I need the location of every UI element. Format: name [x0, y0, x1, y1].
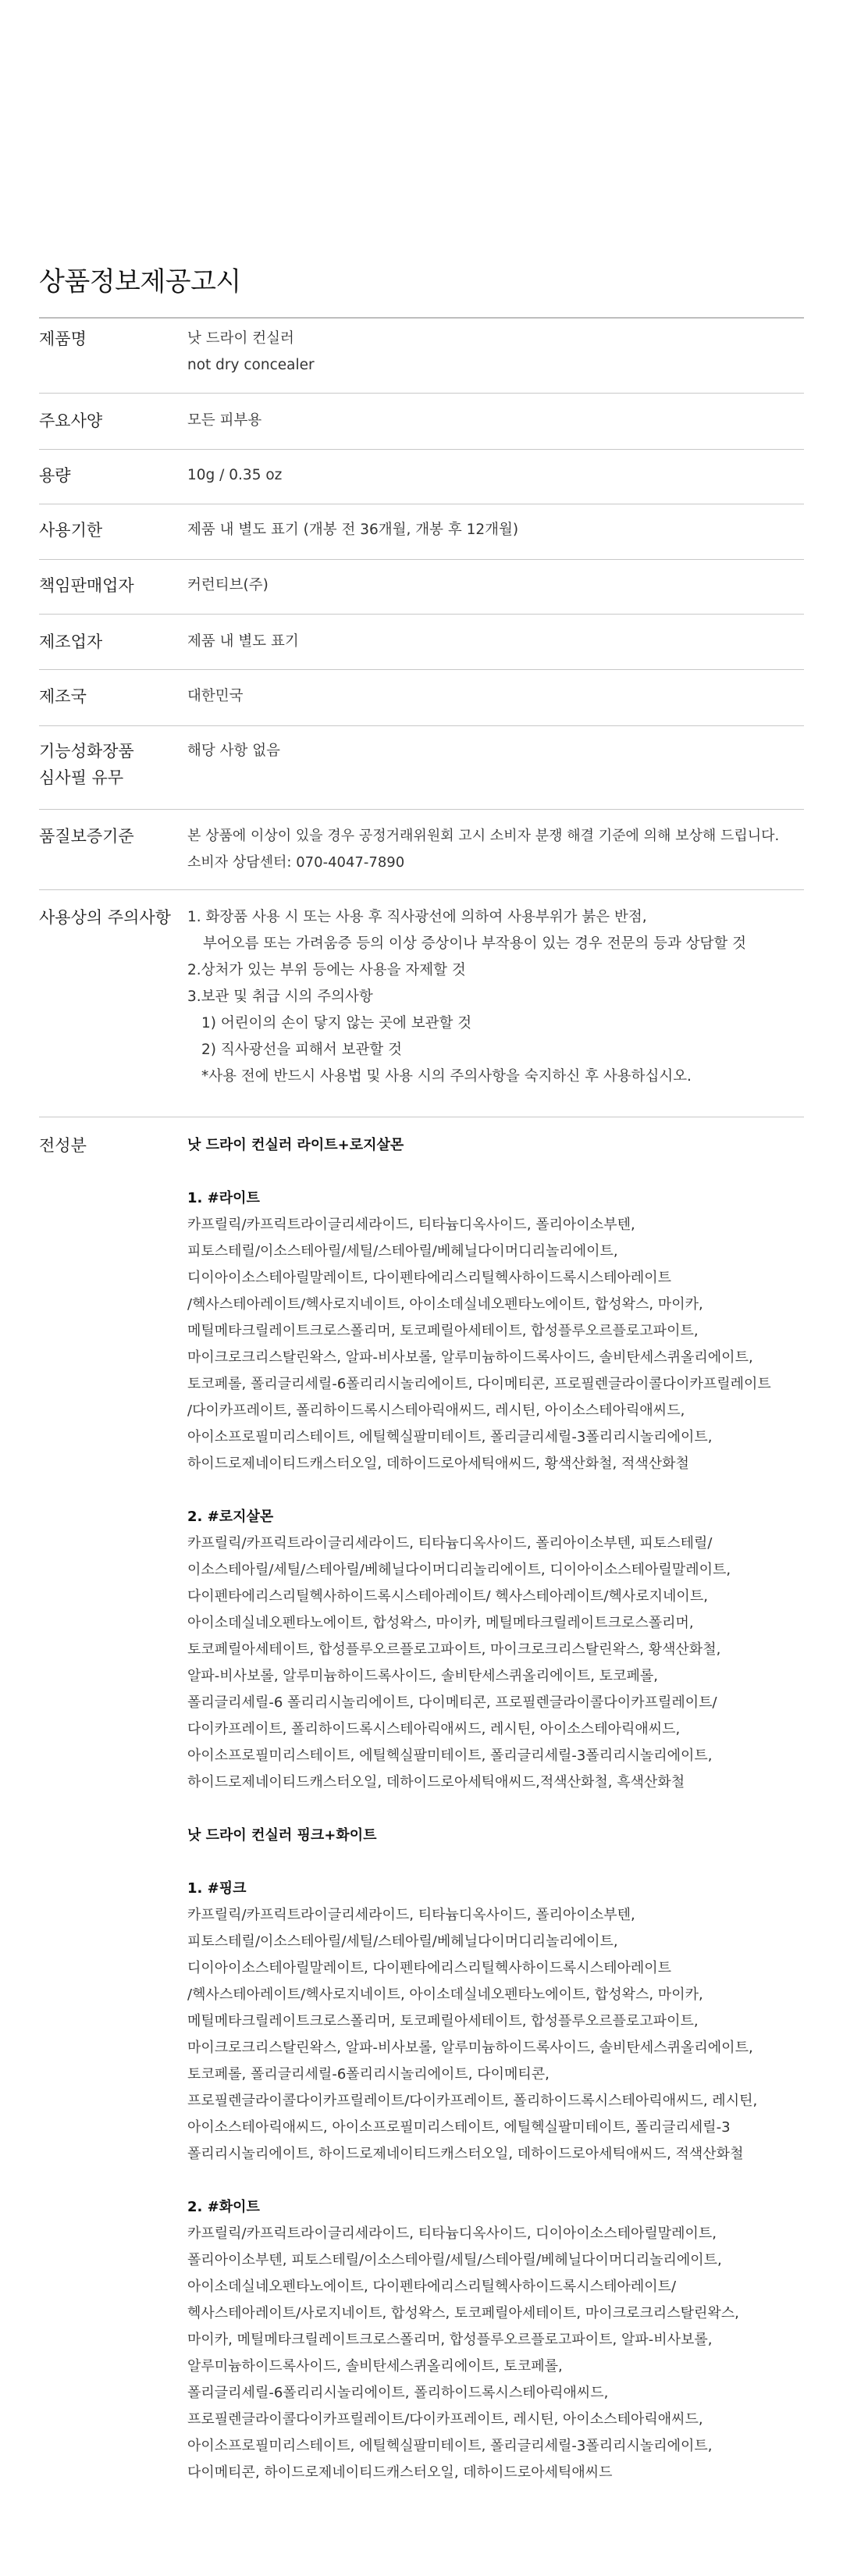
ingredient-line: 디이아이소스테아릴말레이트, 다이펜타에리스리틸헥사하이드록시스테아레이트 [187, 1270, 672, 1286]
row-divider [39, 614, 804, 615]
row-value: 대한민국 [187, 688, 244, 704]
row-divider [39, 393, 804, 394]
ingredient-list-salmon [187, 1530, 812, 1796]
ingredient-line: 폴리글리세릴-6 폴리리시놀리에이트, 다이메티콘, 프로필렌글라이콜다이카프릴레이트/ [187, 1694, 717, 1711]
ingredient-line: 카프릴릭/카프릭트라이글리세라이드, 티타늄디옥사이드, 폴리아이소부텐, [187, 1217, 635, 1233]
value-line: 본 상품에 이상이 있을 경우 공정거래위원회 고시 소비자 분쟁 해결 기준에 의해 보상해 드립니다. [187, 828, 780, 844]
ingredient-line: 프로필렌글라이콜다이카프릴레이트/다이카프레이트, 폴리하이드록시스테아릭애씨드, 레시틴, [187, 2093, 758, 2109]
value-line: 부어오름 또는 가려움증 등의 이상 증상이나 부작용이 있는 경우 전문의 등과 상담할 것 [203, 935, 747, 952]
ingredient-line: /헥사스테아레이트/헥사로지네이트, 아이소데실네오펜타노에이트, 합성왁스, 마이카, [187, 1296, 703, 1313]
ingredient-line: 메틸메타크릴레이트크로스폴리머, 토코페릴아세테이트, 합성플루오르플로고파이트, [187, 2013, 699, 2029]
group-title: 낫 드라이 컨실러 핑크+화이트 [187, 1827, 377, 1844]
row-label: 전성분 [39, 1136, 87, 1155]
value-line: 1) 어린이의 손이 닿지 않는 곳에 보관할 것 [201, 1015, 472, 1031]
group-title: 낫 드라이 컨실러 라이트+로지살몬 [187, 1137, 404, 1153]
row-label: 용량 [39, 466, 71, 485]
row-label: 제품명 [39, 330, 87, 348]
row-label: 제조업자 [39, 632, 103, 651]
label-line: 기능성화장품 [39, 742, 134, 761]
row-label: 주요사양 [39, 412, 103, 430]
title-divider [39, 317, 804, 319]
row-value [187, 1132, 812, 2486]
ingredient-line: 마이크로크리스탈린왁스, 알파-비사보롤, 알루미늄하이드록사이드, 솔비탄세스퀴올리에이트, [187, 1349, 753, 1366]
ingredient-line: 헥사스테아레이트/사로지네이트, 합성왁스, 토코페릴아세테이트, 마이크로크리스탈린왁스, [187, 2305, 739, 2321]
ingredient-line: 폴리아이소부텐, 피토스테릴/이소스테아릴/세틸/스테아릴/베헤닐다이머디리놀리에이트, [187, 2252, 722, 2268]
ingredient-line: 다이카프레이트, 폴리하이드록시스테아릭애씨드, 레시틴, 아이소스테아릭애씨드, [187, 1721, 681, 1737]
value-line: 1. 화장품 사용 시 또는 사용 후 직사광선에 의하여 사용부위가 붉은 반점, [187, 909, 647, 925]
ingredient-line: 토코페롤, 폴리글리세릴-6폴리리시놀리에이트, 다이메티콘, 프로필렌글라이콜다이카프릴레이트 [187, 1376, 771, 1392]
value-line: 2.상처가 있는 부위 등에는 사용을 자제할 것 [187, 962, 466, 978]
row-label [39, 738, 134, 791]
shade-title: 2. #화이트 [187, 2199, 260, 2215]
ingredient-line: 아이소프로필미리스테이트, 에틸헥실팔미테이트, 폴리글리세릴-3폴리리시놀리에이트, [187, 1429, 713, 1445]
ingredient-line: 메틸메타크릴레이트크로스폴리머, 토코페릴아세테이트, 합성플루오르플로고파이트, [187, 1323, 699, 1339]
row-value: 10g / 0.35 oz [187, 467, 283, 483]
row-label: 책임판매업자 [39, 576, 134, 595]
ingredient-line: 카프릴릭/카프릭트라이글리세라이드, 티타늄디옥사이드, 폴리아이소부텐, [187, 1907, 635, 1923]
ingredient-line: /다이카프레이트, 폴리하이드록시스테아릭애씨드, 레시틴, 아이소스테아릭애씨드, [187, 1402, 685, 1419]
ingredient-line: 폴리글리세릴-6폴리리시놀리에이트, 폴리하이드록시스테아릭애씨드, [187, 2385, 609, 2401]
ingredient-line: 다이펜타에리스리틸헥사하이드록시스테아레이트/ 헥사스테아레이트/헥사로지네이트, [187, 1588, 708, 1605]
row-value [187, 823, 812, 876]
ingredient-line: 토코페롤, 폴리글리세릴-6폴리리시놀리에이트, 다이메티콘, [187, 2066, 550, 2083]
page-title: 상품정보제공고시 [39, 266, 241, 298]
shade-title: 1. #핑크 [187, 1880, 247, 1897]
ingredient-line: 토코페릴아세테이트, 합성플루오르플로고파이트, 마이크로크리스탈린왁스, 황색산화철, [187, 1641, 721, 1658]
row-label: 품질보증기준 [39, 827, 134, 846]
value-line: not dry concealer [187, 357, 315, 373]
ingredient-line: 하이드로제네이티드캐스터오일, 데하이드로아세틱애씨드,적색산화철, 흑색산화철 [187, 1774, 685, 1790]
ingredient-line: 알파-비사보롤, 알루미늄하이드록사이드, 솔비탄세스퀴올리에이트, 토코페롤, [187, 1668, 658, 1684]
ingredient-line: 프로필렌글라이콜다이카프릴레이트/다이카프레이트, 레시틴, 아이소스테아릭애씨드, [187, 2411, 703, 2428]
ingredient-line: /헥사스테아레이트/헥사로지네이트, 아이소데실네오펜타노에이트, 합성왁스, 마이카, [187, 1986, 703, 2003]
ingredient-line: 카프릴릭/카프릭트라이글리세라이드, 티타늄디옥사이드, 디이아이소스테아릴말레이트, [187, 2225, 717, 2242]
ingredient-list-pink [187, 1902, 812, 2168]
shade-title: 2. #로지살몬 [187, 1509, 274, 1525]
ingredient-line: 아이소데실네오펜타노에이트, 다이펜타에리스리틸헥사하이드록시스테아레이트/ [187, 2278, 677, 2295]
ingredient-list-light [187, 1212, 812, 1477]
row-label: 사용기한 [39, 521, 103, 540]
ingredient-line: 마이카, 메틸메타크릴레이트크로스폴리머, 합성플루오르플로고파이트, 알파-비사보롤, [187, 2332, 713, 2348]
row-divider [39, 559, 804, 560]
row-value: 해당 사항 없음 [187, 743, 280, 759]
ingredient-list-white [187, 2221, 812, 2486]
value-line: 소비자 상담센터: 070-4047-7890 [187, 854, 405, 871]
ingredient-line: 이소스테아릴/세틸/스테아릴/베헤닐다이머디리놀리에이트, 디이아이소스테아릴말레이트, [187, 1562, 731, 1578]
ingredient-line: 다이메티콘, 하이드로제네이티드캐스터오일, 데하이드로아세틱애씨드 [187, 2464, 613, 2481]
row-value: 커런티브(주) [187, 577, 269, 593]
ingredient-line: 피토스테릴/이소스테아릴/세틸/스테아릴/베헤닐다이머디리놀리에이트, [187, 1243, 618, 1259]
label-line: 심사필 유무 [39, 768, 124, 787]
shade-title: 1. #라이트 [187, 1190, 260, 1206]
row-value: 제품 내 별도 표기 [187, 633, 299, 650]
row-label: 제조국 [39, 687, 87, 706]
value-line: 2) 직사광선을 피해서 보관할 것 [201, 1042, 402, 1058]
ingredient-line: 폴리리시놀리에이트, 하이드로제네이티드캐스터오일, 데하이드로아세틱애씨드, 적색산화철 [187, 2146, 744, 2162]
ingredient-line: 아이소프로필미리스테이트, 에틸헥실팔미테이트, 폴리글리세릴-3폴리리시놀리에이트, [187, 1748, 713, 1764]
ingredient-line: 마이크로크리스탈린왁스, 알파-비사보롤, 알루미늄하이드록사이드, 솔비탄세스퀴올리에이트, [187, 2040, 753, 2056]
ingredient-line: 하이드로제네이티드캐스터오일, 데하이드로아세틱애씨드, 황색산화철, 적색산화철 [187, 1455, 689, 1472]
ingredient-line: 아이소프로필미리스테이트, 에틸헥실팔미테이트, 폴리글리세릴-3폴리리시놀리에이트, [187, 2438, 713, 2454]
row-divider [39, 725, 804, 726]
value-line: 낫 드라이 컨실러 [187, 330, 294, 347]
row-label: 사용상의 주의사항 [39, 908, 171, 927]
ingredient-line: 디이아이소스테아릴말레이트, 다이펜타에리스리틸헥사하이드록시스테아레이트 [187, 1960, 672, 1976]
ingredient-line: 카프릴릭/카프릭트라이글리세라이드, 티타늄디옥사이드, 폴리아이소부텐, 피토스테릴/ [187, 1535, 713, 1552]
ingredient-line: 아이소스테아릭애씨드, 아이소프로필미리스테이트, 에틸헥실팔미테이트, 폴리글리세릴-3 [187, 2119, 731, 2136]
ingredient-line: 아이소데실네오펜타노에이트, 합성왁스, 마이카, 메틸메타크릴레이트크로스폴리머, [187, 1615, 694, 1631]
row-value [187, 904, 812, 1090]
row-value [187, 326, 812, 379]
row-value: 제품 내 별도 표기 (개봉 전 36개월, 개봉 후 12개월) [187, 522, 519, 538]
value-line: *사용 전에 반드시 사용법 및 사용 시의 주의사항을 숙지하신 후 사용하십시오. [201, 1068, 692, 1085]
ingredient-line: 피토스테릴/이소스테아릴/세틸/스테아릴/베헤닐다이머디리놀리에이트, [187, 1933, 618, 1950]
row-value: 모든 피부용 [187, 412, 262, 429]
row-divider [39, 449, 804, 450]
ingredient-line: 알루미늄하이드록사이드, 솔비탄세스퀴올리에이트, 토코페롤, [187, 2358, 563, 2375]
row-divider [39, 809, 804, 810]
row-divider [39, 669, 804, 670]
row-divider [39, 889, 804, 890]
value-line: 3.보관 및 취급 시의 주의사항 [187, 989, 373, 1005]
